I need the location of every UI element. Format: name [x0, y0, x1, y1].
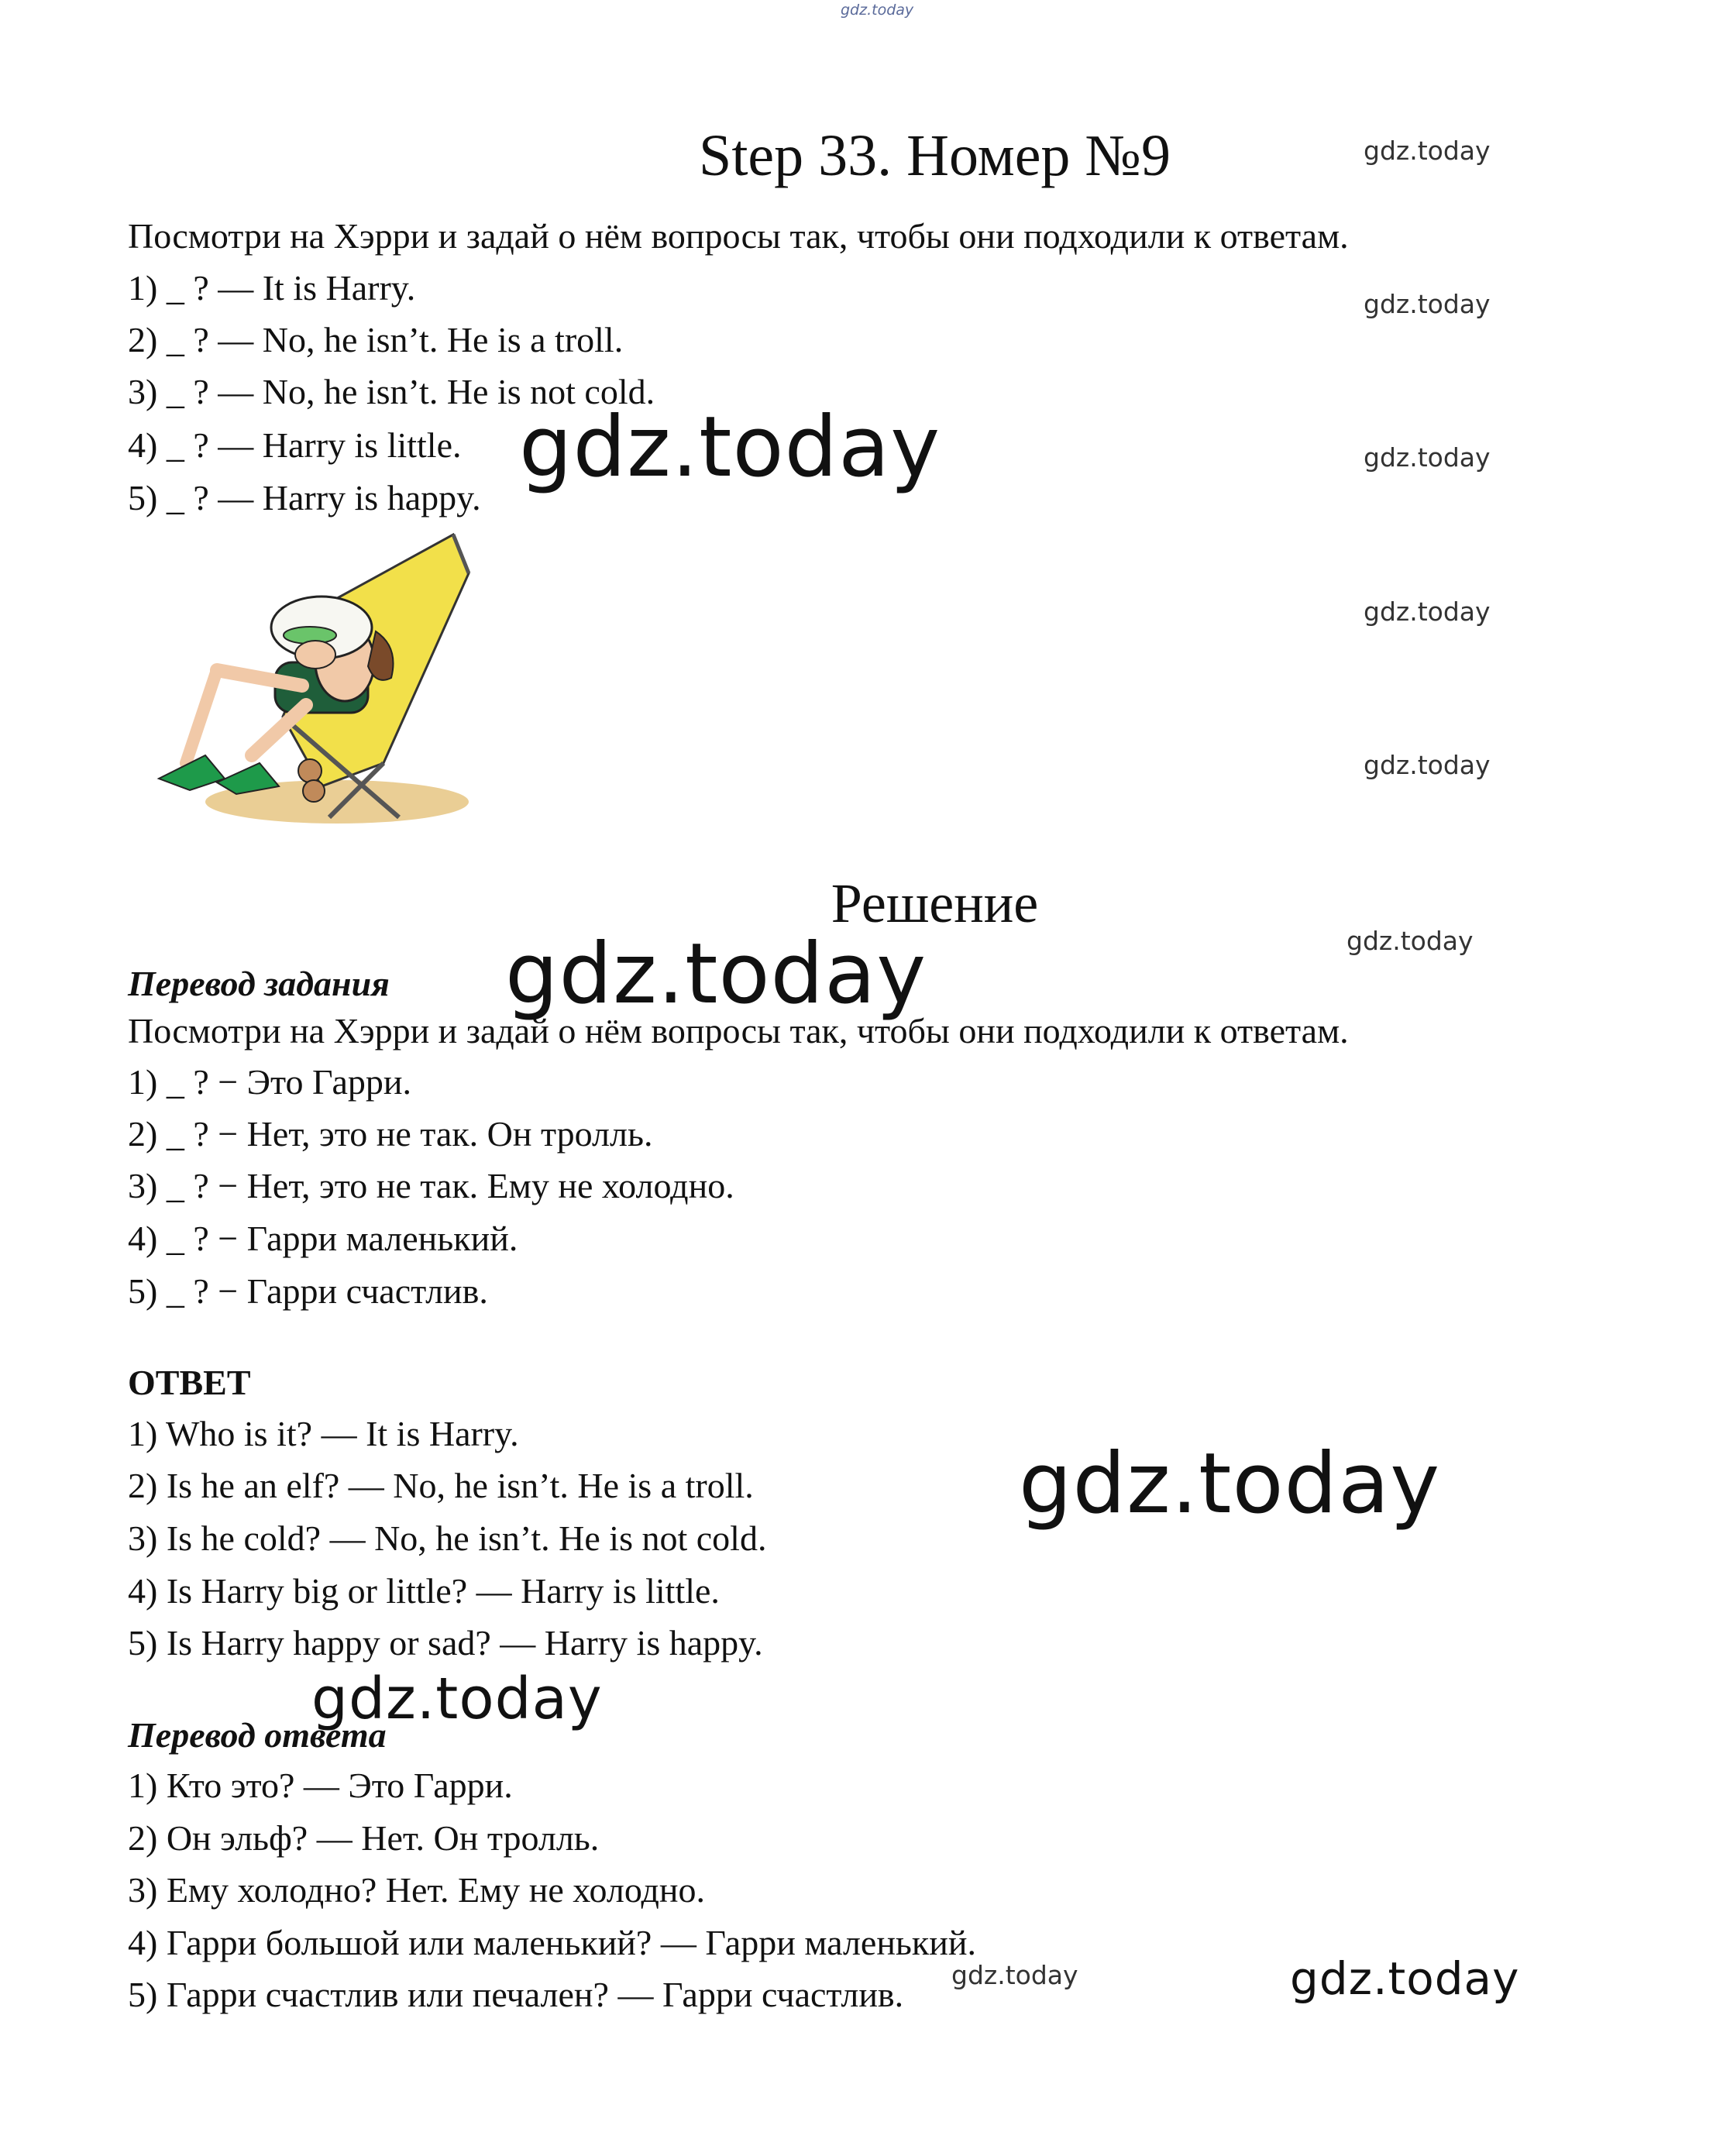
- answer-item-5: 5) Is Harry happy or sad? — Harry is happy.: [128, 1623, 763, 1663]
- answer-item-4: 4) Is Harry big or little? — Harry is little.: [128, 1571, 720, 1611]
- watermark-big: gdz.today: [519, 399, 941, 496]
- answer-translation-item-5: 5) Гарри счастлив или печален? — Гарри счастлив.: [128, 1975, 904, 2014]
- watermark-big: gdz.today: [1019, 1436, 1441, 1532]
- watermark-small: gdz.today: [1364, 750, 1491, 780]
- answer-translation-heading: Перевод ответа: [128, 1715, 387, 1755]
- answer-item-2: 2) Is he an elf? — No, he isn’t. He is a troll.: [128, 1466, 754, 1505]
- answer-item-1: 1) Who is it? — It is Harry.: [128, 1414, 519, 1453]
- translation-item-3: 3) _ ? − Нет, это не так. Ему не холодно.: [128, 1166, 734, 1205]
- translation-instruction: Посмотри на Хэрри и задай о нём вопросы так, чтобы они подходили к ответам.: [128, 1011, 1349, 1050]
- translation-item-5: 5) _ ? − Гарри счастлив.: [128, 1271, 488, 1311]
- watermark-small: gdz.today: [1364, 136, 1491, 166]
- task-item-5: 5) _ ? — Harry is happy.: [128, 478, 481, 518]
- answer-translation-item-3: 3) Ему холодно? Нет. Ему не холодно.: [128, 1870, 706, 1910]
- translation-heading: Перевод задания: [128, 964, 390, 1003]
- watermark-small: gdz.today: [1364, 289, 1491, 319]
- answer-item-3: 3) Is he cold? — No, he isn’t. He is not cold.: [128, 1518, 767, 1558]
- watermark-small: gdz.today: [1347, 926, 1474, 956]
- task-item-4: 4) _ ? — Harry is little.: [128, 425, 462, 465]
- watermark-big: gdz.today: [311, 1666, 603, 1732]
- answer-heading: ОТВЕТ: [128, 1363, 251, 1402]
- answer-translation-item-1: 1) Кто это? — Это Гарри.: [128, 1766, 513, 1805]
- task-item-3: 3) _ ? — No, he isn’t. He is not cold.: [128, 372, 655, 411]
- task-instruction: Посмотри на Хэрри и задай о нём вопросы так, чтобы они подходили к ответам.: [128, 216, 1349, 256]
- page-title: Step 33. Номер №9: [699, 123, 1171, 188]
- solution-heading: Решение: [831, 872, 1039, 934]
- answer-translation-item-2: 2) Он эльф? — Нет. Он тролль.: [128, 1818, 600, 1858]
- watermark-small: gdz.today: [1364, 597, 1491, 627]
- watermark-big: gdz.today: [1290, 1952, 1520, 2005]
- watermark-big: gdz.today: [505, 926, 927, 1023]
- answer-translation-item-4: 4) Гарри большой или маленький? — Гарри маленький.: [128, 1923, 976, 1962]
- task-item-1: 1) _ ? — It is Harry.: [128, 268, 416, 308]
- task-item-2: 2) _ ? — No, he isn’t. He is a troll.: [128, 320, 624, 359]
- translation-item-4: 4) _ ? − Гарри маленький.: [128, 1219, 518, 1258]
- watermark-small: gdz.today: [1364, 442, 1491, 473]
- translation-item-1: 1) _ ? − Это Гарри.: [128, 1062, 412, 1102]
- top-watermark: gdz.today: [841, 2, 914, 19]
- watermark-small: gdz.today: [951, 1960, 1078, 1990]
- translation-item-2: 2) _ ? − Нет, это не так. Он тролль.: [128, 1114, 653, 1154]
- harry-beach-chair-illustration: [143, 531, 507, 837]
